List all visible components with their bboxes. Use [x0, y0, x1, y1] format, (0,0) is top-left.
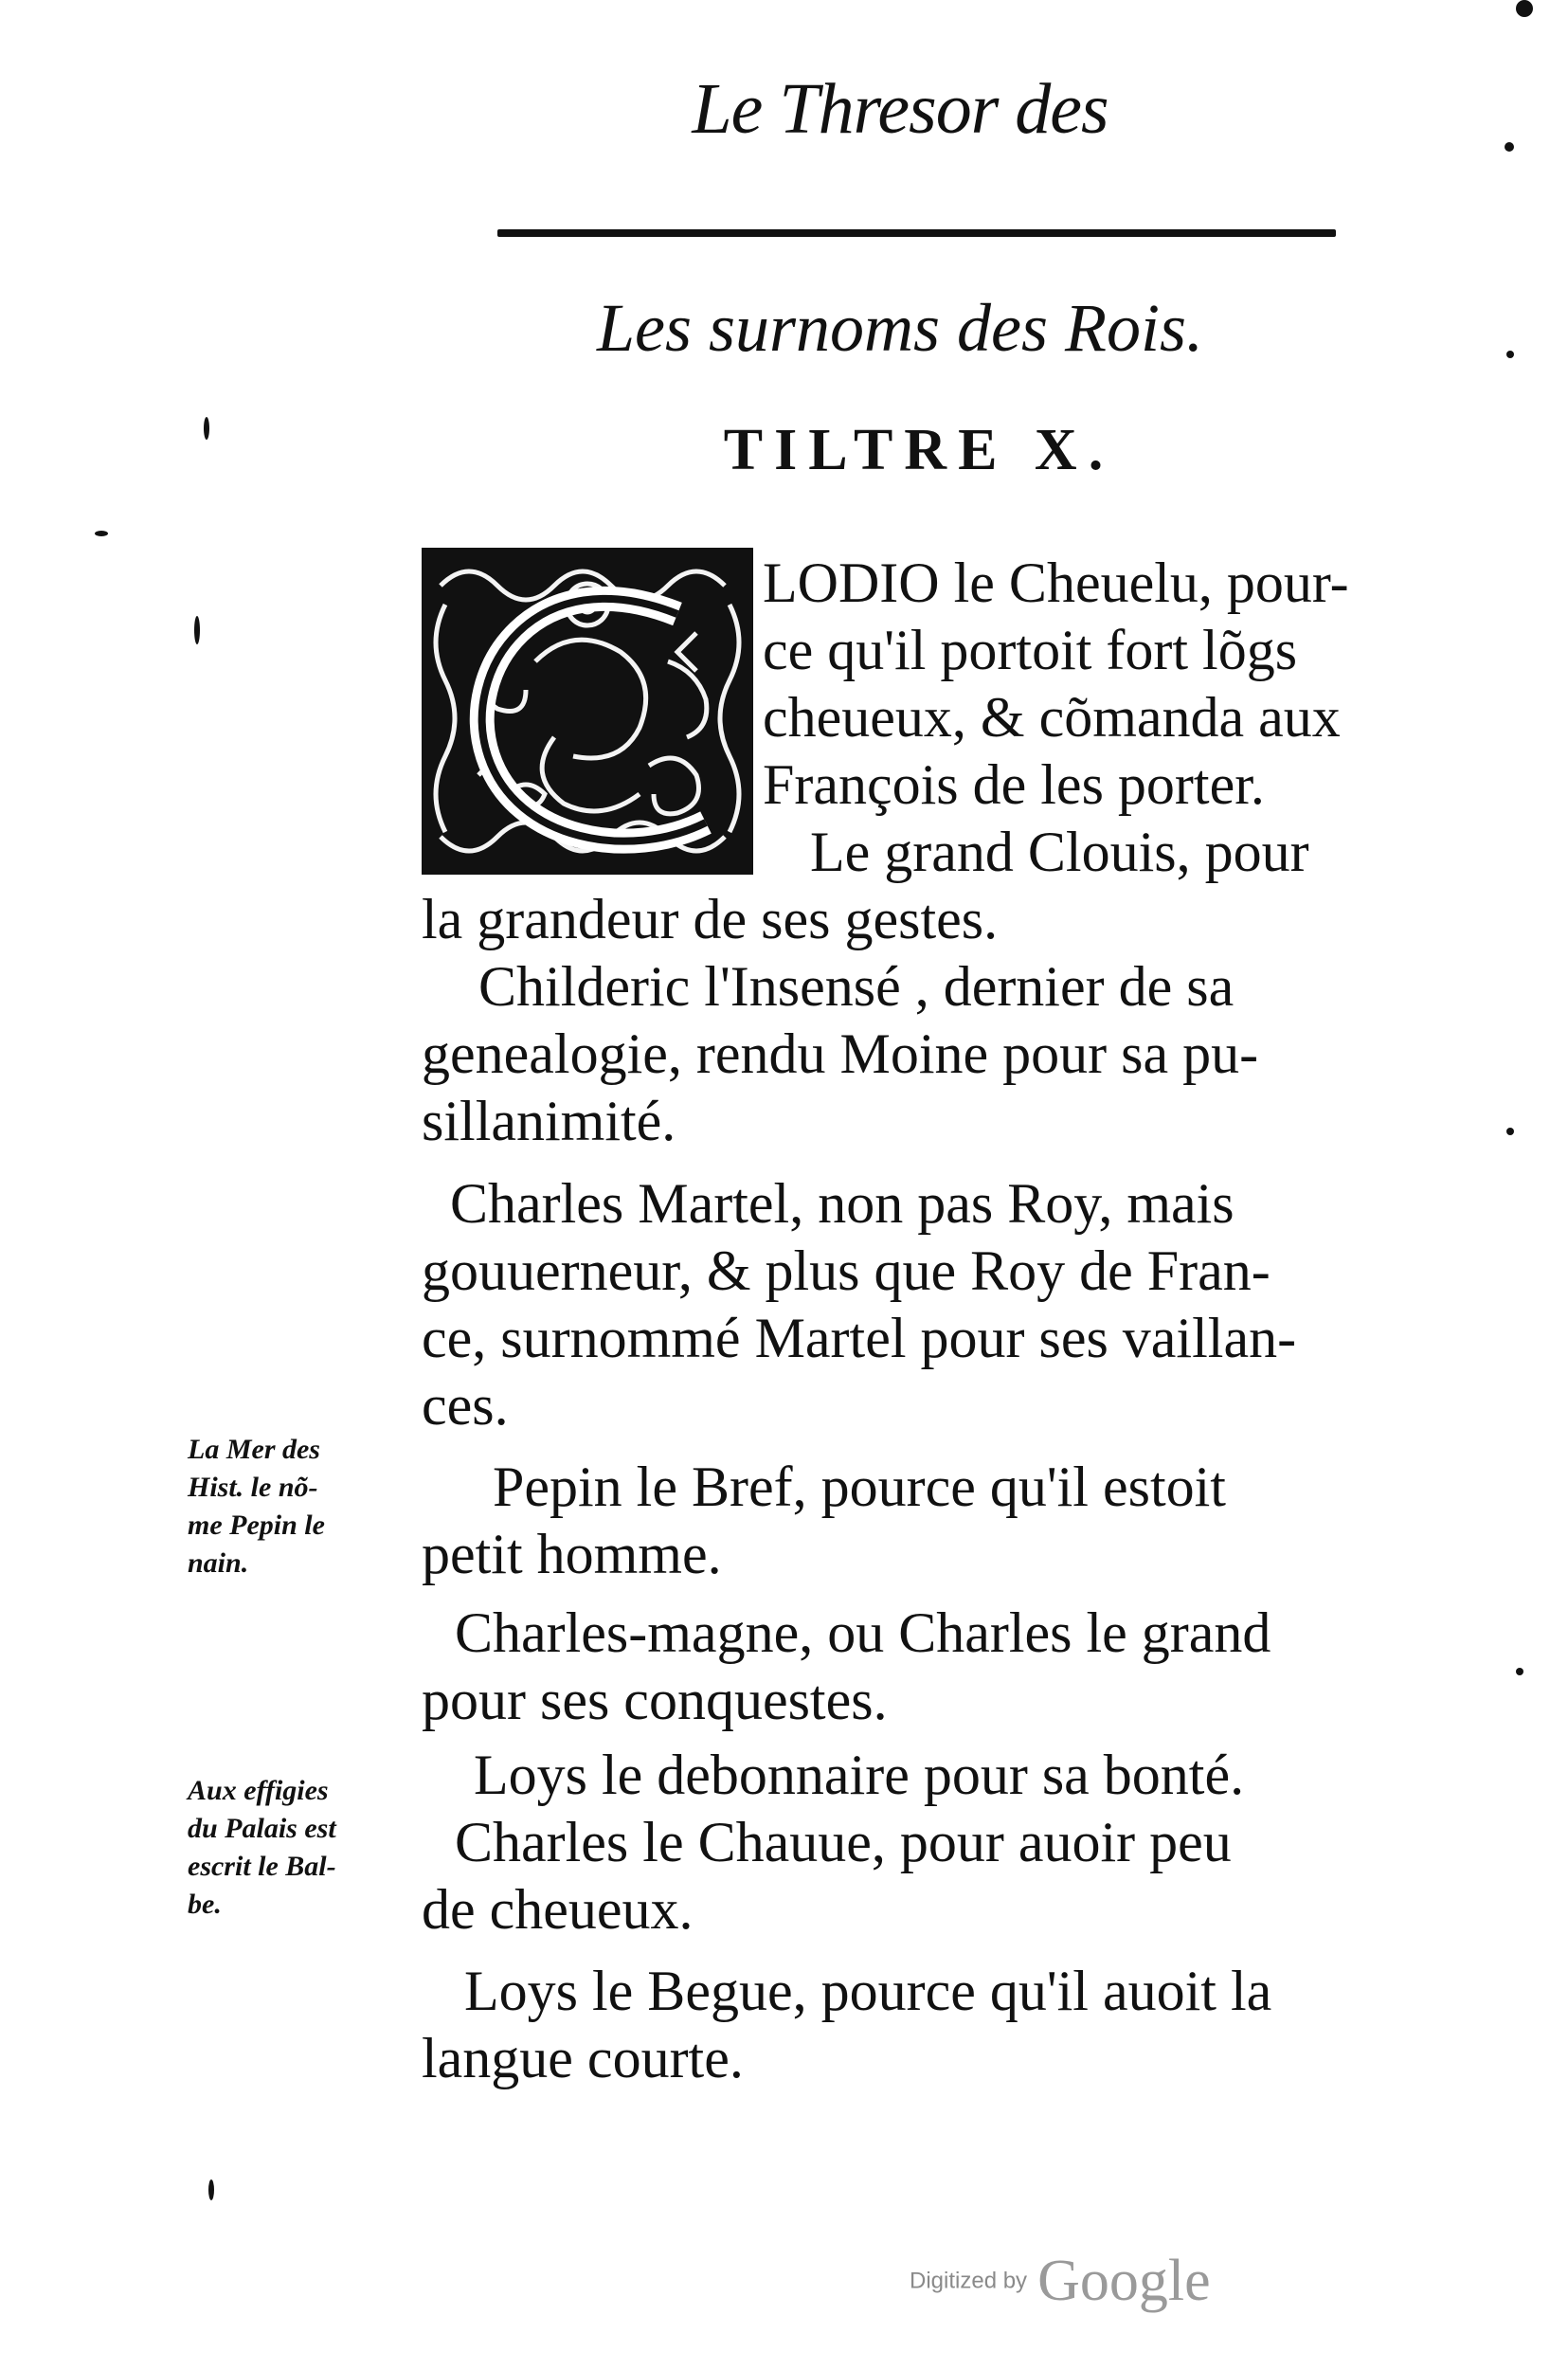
text-line: petit homme. [422, 1523, 722, 1585]
text-line: ce qu'il portoit fort lõgs [763, 619, 1298, 681]
scan-speck [95, 531, 108, 536]
section-title: Les surnoms des Rois. [596, 290, 1204, 366]
text-line: sillanimité. [422, 1090, 676, 1152]
text-line: Charles Martel, non pas Roy, mais [450, 1172, 1235, 1235]
marginal-note [188, 1431, 415, 1582]
marginal-note-line: be. [188, 1889, 222, 1920]
text-line: LODIO le Cheuelu, pour- [763, 552, 1349, 614]
text-line: Le grand Clouis, pour [810, 821, 1309, 883]
running-head: Le Thresor des [692, 69, 1108, 149]
text-line: Childeric l'Insensé , dernier de sa [478, 955, 1235, 1018]
header-rule [497, 229, 1336, 237]
text-line: de cheueux. [422, 1878, 694, 1941]
marginal-note [188, 1772, 415, 1924]
chapter-heading: TILTRE X. [723, 418, 1115, 482]
text-line: la grandeur de ses gestes. [422, 888, 999, 950]
text-line: Charles le Chauue, pour auoir peu [455, 1811, 1232, 1873]
marginal-note-line: me Pepin le [188, 1510, 325, 1541]
scan-speck [1506, 351, 1514, 358]
decorated-initial-icon [422, 548, 753, 875]
digitized-watermark [910, 2248, 1211, 2315]
marginal-note-line: nain. [188, 1547, 249, 1579]
text-line: langue courte. [422, 2027, 744, 2089]
marginal-note-line: du Palais est [188, 1813, 336, 1844]
text-line: Loys le debonnaire pour sa bonté. [474, 1744, 1245, 1806]
watermark-brand: Google [1037, 2249, 1211, 2313]
text-line: genealogie, rendu Moine pour sa pu- [422, 1022, 1259, 1085]
watermark-prefix: Digitized by [910, 2268, 1028, 2294]
scan-speck [1505, 142, 1514, 152]
text-line: Loys le Begue, pource qu'il auoit la [464, 1960, 1272, 2022]
marginal-note-line: escrit le Bal- [188, 1851, 336, 1882]
scan-speck [1516, 1668, 1523, 1675]
text-line: ces. [422, 1374, 509, 1437]
text-line: cheueux, & cõmanda aux [763, 686, 1341, 749]
text-line: gouuerneur, & plus que Roy de Fran- [422, 1239, 1271, 1302]
marginal-note-line: Hist. le nõ- [188, 1472, 318, 1503]
marginal-note-line: La Mer des [188, 1434, 320, 1465]
text-line: Charles-magne, ou Charles le grand [455, 1601, 1271, 1664]
scan-speck [194, 616, 200, 644]
text-line: François de les porter. [763, 753, 1265, 816]
scan-speck [1506, 1128, 1514, 1135]
scan-speck [208, 2179, 214, 2200]
scan-speck [204, 417, 209, 440]
marginal-note-line: Aux effigies [188, 1775, 329, 1806]
scan-speck [1516, 0, 1533, 17]
text-line: ce, surnommé Martel pour ses vaillan- [422, 1307, 1297, 1369]
text-line: pour ses conquestes. [422, 1669, 888, 1731]
text-line: Pepin le Bref, pource qu'il estoit [493, 1456, 1226, 1518]
